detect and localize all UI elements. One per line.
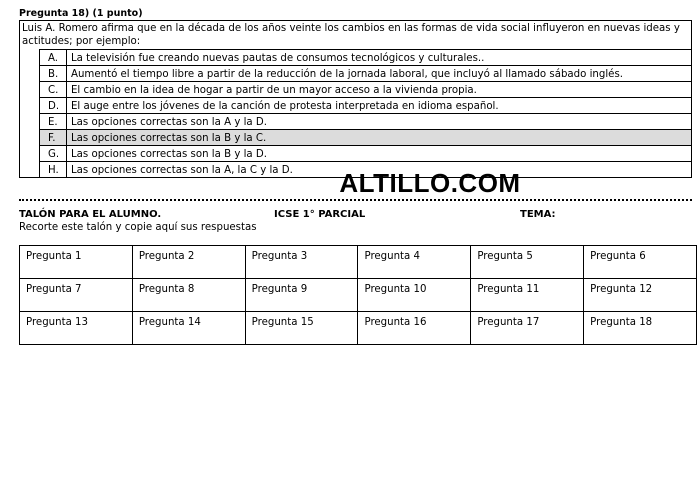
option-row[interactable] [40, 50, 692, 66]
answer-cell[interactable]: Pregunta 17 [471, 312, 584, 345]
answer-cell[interactable]: Pregunta 4 [358, 246, 471, 279]
talon-header [19, 208, 692, 221]
option-letter: D. [40, 98, 67, 114]
option-letter: F. [40, 130, 67, 146]
answer-cell[interactable]: Pregunta 11 [471, 279, 584, 312]
option-text: Las opciones correctas son la A, la C y la D. [67, 162, 692, 178]
question-title: Pregunta 18) (1 punto) [19, 8, 143, 19]
question-box [19, 20, 692, 178]
answer-cell[interactable]: Pregunta 8 [132, 279, 245, 312]
talon-label: TALÓN PARA EL ALUMNO. [19, 209, 162, 220]
answer-cell[interactable]: Pregunta 13 [20, 312, 133, 345]
option-row-selected[interactable] [40, 130, 692, 146]
option-row[interactable] [40, 114, 692, 130]
answer-cell[interactable]: Pregunta 3 [245, 246, 358, 279]
option-letter: B. [40, 66, 67, 82]
answer-cell[interactable]: Pregunta 15 [245, 312, 358, 345]
course-label: ICSE 1° PARCIAL [274, 209, 366, 220]
option-text: Las opciones correctas son la B y la C. [67, 130, 692, 146]
cut-line-divider [19, 199, 692, 201]
answer-cell[interactable]: Pregunta 14 [132, 312, 245, 345]
option-letter: E. [40, 114, 67, 130]
answer-cell[interactable]: Pregunta 5 [471, 246, 584, 279]
option-text: Aumentó el tiempo libre a partir de la reducción de la jornada laboral, que incluyó al llamado sábado inglés. [67, 66, 692, 82]
answer-grid-row [20, 246, 697, 279]
answer-cell[interactable]: Pregunta 6 [584, 246, 697, 279]
option-row[interactable] [40, 146, 692, 162]
answer-cell[interactable]: Pregunta 18 [584, 312, 697, 345]
option-letter: G. [40, 146, 67, 162]
option-row[interactable] [40, 98, 692, 114]
answer-cell[interactable]: Pregunta 2 [132, 246, 245, 279]
answer-cell[interactable]: Pregunta 12 [584, 279, 697, 312]
answer-grid [19, 245, 697, 345]
question-stem: Luis A. Romero afirma que en la década de los años veinte los cambios en las formas de vida social influyeron en nuevas ideas y actitudes; por ejemplo: [22, 23, 680, 47]
answer-grid-row [20, 279, 697, 312]
answer-cell[interactable]: Pregunta 16 [358, 312, 471, 345]
answer-grid-row [20, 312, 697, 345]
option-text: Las opciones correctas son la B y la D. [67, 146, 692, 162]
answer-cell[interactable]: Pregunta 7 [20, 279, 133, 312]
answer-cell[interactable]: Pregunta 10 [358, 279, 471, 312]
tema-label: TEMA: [520, 209, 556, 220]
option-text: El auge entre los jóvenes de la canción de protesta interpretada en idioma español. [67, 98, 692, 114]
option-letter: H. [40, 162, 67, 178]
option-text: Las opciones correctas son la A y la D. [67, 114, 692, 130]
options-table [39, 49, 691, 177]
answer-cell[interactable]: Pregunta 9 [245, 279, 358, 312]
answer-cell[interactable]: Pregunta 1 [20, 246, 133, 279]
option-text: La televisión fue creando nuevas pautas de consumos tecnológicos y culturales.. [67, 50, 692, 66]
altillo-watermark: ALTILLO.COM [339, 168, 521, 198]
talon-instruction: Recorte este talón y copie aquí sus respuestas [19, 222, 257, 233]
option-letter: C. [40, 82, 67, 98]
option-row[interactable] [40, 82, 692, 98]
option-letter: A. [40, 50, 67, 66]
option-text: El cambio en la idea de hogar a partir de un mayor acceso a la vivienda propia. [67, 82, 692, 98]
option-row[interactable] [40, 66, 692, 82]
